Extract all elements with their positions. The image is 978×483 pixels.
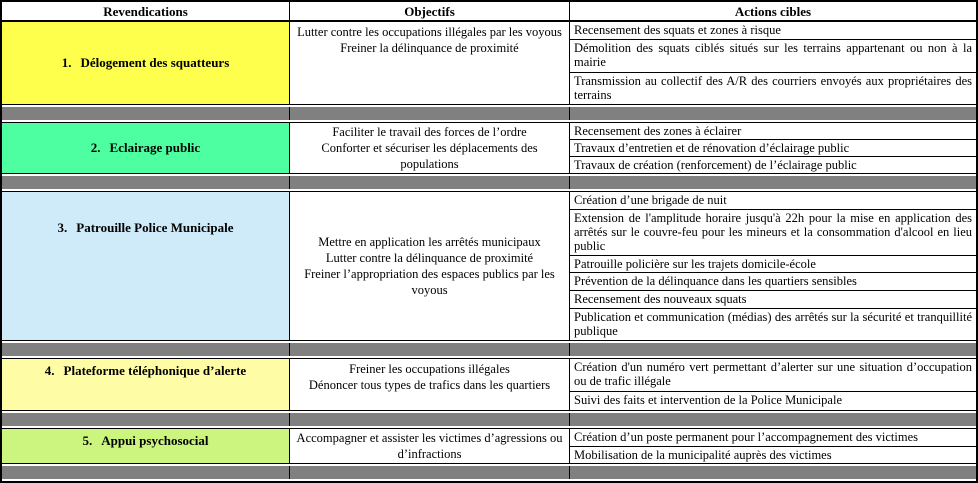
claim-title: 3. Patrouille Police Municipale xyxy=(57,220,234,235)
action-item: Création d’une brigade de nuit xyxy=(570,192,976,210)
separator-cell xyxy=(2,413,290,426)
claim-title: 4. Plateforme téléphonique d’alerte xyxy=(44,363,247,378)
action-item: Démolition des squats ciblés situés sur les terrains appartenant ou non à la mairie xyxy=(570,40,976,72)
objective-line: Freiner les occupations illégales xyxy=(349,362,510,376)
separator-cell xyxy=(570,413,976,426)
objective-line: Dénoncer tous types de trafics dans les quartiers xyxy=(308,378,551,392)
action-item: Recensement des zones à éclairer xyxy=(570,123,976,140)
objective-line: Lutter contre les occupations illégales par les voyous xyxy=(297,25,562,39)
separator-cell xyxy=(290,343,570,356)
claim-cell xyxy=(2,359,290,410)
objective-line: Freiner l’appropriation des espaces publics par les voyous xyxy=(304,267,555,297)
section-patrouille xyxy=(2,191,976,341)
header-objectifs: Objectifs xyxy=(290,2,570,20)
claim-cell xyxy=(2,192,290,340)
claim-number: 5. xyxy=(82,433,93,448)
objective-line: Lutter contre la délinquance de proximité xyxy=(325,251,534,265)
claim-title: 1. Délogement des squatteurs xyxy=(61,55,230,70)
header-revendications: Revendications xyxy=(2,2,290,20)
separator-cell xyxy=(2,176,290,189)
action-item: Recensement des squats et zones à risque xyxy=(570,22,976,40)
separator-cell xyxy=(290,413,570,426)
objectives-cell xyxy=(290,429,570,463)
action-item: Création d’un poste permanent pour l’accompagnement des victimes xyxy=(570,429,976,447)
section-eclairage xyxy=(2,122,976,174)
objectives-cell xyxy=(290,123,570,173)
action-item: Extension de l'amplitude horaire jusqu'à 22h pour la mise en application des arrêtés sur le couvre-feu pour les mineurs et la consommation d'alcool en lieu public xyxy=(570,210,976,256)
claim-title: 2. Eclairage public xyxy=(90,140,201,155)
separator-row xyxy=(2,343,976,356)
separator-cell xyxy=(2,343,290,356)
objective-line: Conforter et sécuriser les déplacements des populations xyxy=(321,141,538,171)
action-item: Transmission au collectif des A/R des courriers envoyés aux propriétaires des terrains xyxy=(574,73,972,102)
action-item: Travaux de création (renforcement) de l’éclairage public xyxy=(574,158,857,172)
section-delogement xyxy=(2,21,976,105)
action-item: Travaux d’entretien et de rénovation d’éclairage public xyxy=(570,140,976,157)
separator-cell xyxy=(2,466,290,479)
actions-cell xyxy=(570,429,976,463)
table-header-row xyxy=(2,2,976,21)
actions-cell xyxy=(570,123,976,173)
action-item: Publication et communication (médias) des arrêtés sur la sécurité et tranquillité publique xyxy=(574,310,972,339)
claim-cell xyxy=(2,22,290,104)
separator-cell xyxy=(570,176,976,189)
objectives-cell xyxy=(290,192,570,340)
action-item: Prévention de la délinquance dans les quartiers sensibles xyxy=(570,273,976,291)
separator-cell xyxy=(2,107,290,120)
separator-row xyxy=(2,107,976,120)
objective-line: Freiner la délinquance de proximité xyxy=(340,41,519,55)
objectives-cell xyxy=(290,22,570,104)
claim-title: 5. Appui psychosocial xyxy=(82,433,209,448)
claim-cell xyxy=(2,123,290,173)
objectives-cell xyxy=(290,359,570,410)
separator-cell xyxy=(290,176,570,189)
claim-cell xyxy=(2,429,290,463)
claim-number: 2. xyxy=(90,140,101,155)
claim-number: 4. xyxy=(44,363,55,378)
separator-cell xyxy=(570,466,976,479)
separator-cell xyxy=(290,466,570,479)
actions-cell xyxy=(570,359,976,410)
separator-row xyxy=(2,413,976,426)
objective-line: Mettre en application les arrêtés municipaux xyxy=(318,235,541,249)
action-item: Patrouille policière sur les trajets domicile-école xyxy=(570,256,976,274)
separator-cell xyxy=(570,107,976,120)
action-item: Mobilisation de la municipalité auprès des victimes xyxy=(574,447,832,462)
objective-line: Accompagner et assister les victimes d’agressions ou d’infractions xyxy=(296,431,563,461)
header-actions-cibles: Actions cibles xyxy=(734,4,812,19)
claim-number: 3. xyxy=(57,220,68,235)
claim-number: 1. xyxy=(61,55,72,70)
separator-row xyxy=(2,176,976,189)
separator-cell xyxy=(290,107,570,120)
section-plateforme xyxy=(2,358,976,411)
separator-row xyxy=(2,466,976,479)
objective-line: Faciliter le travail des forces de l’ordre xyxy=(332,125,527,139)
section-appui xyxy=(2,428,976,464)
action-item: Création d'un numéro vert permettant d’alerter sur une situation d’occupation ou de trafic illégale xyxy=(570,359,976,392)
action-item: Recensement des nouveaux squats xyxy=(570,291,976,309)
action-item: Suivi des faits et intervention de la Police Municipale xyxy=(574,393,842,407)
actions-cell xyxy=(570,22,976,104)
actions-cell xyxy=(570,192,976,340)
separator-cell xyxy=(570,343,976,356)
